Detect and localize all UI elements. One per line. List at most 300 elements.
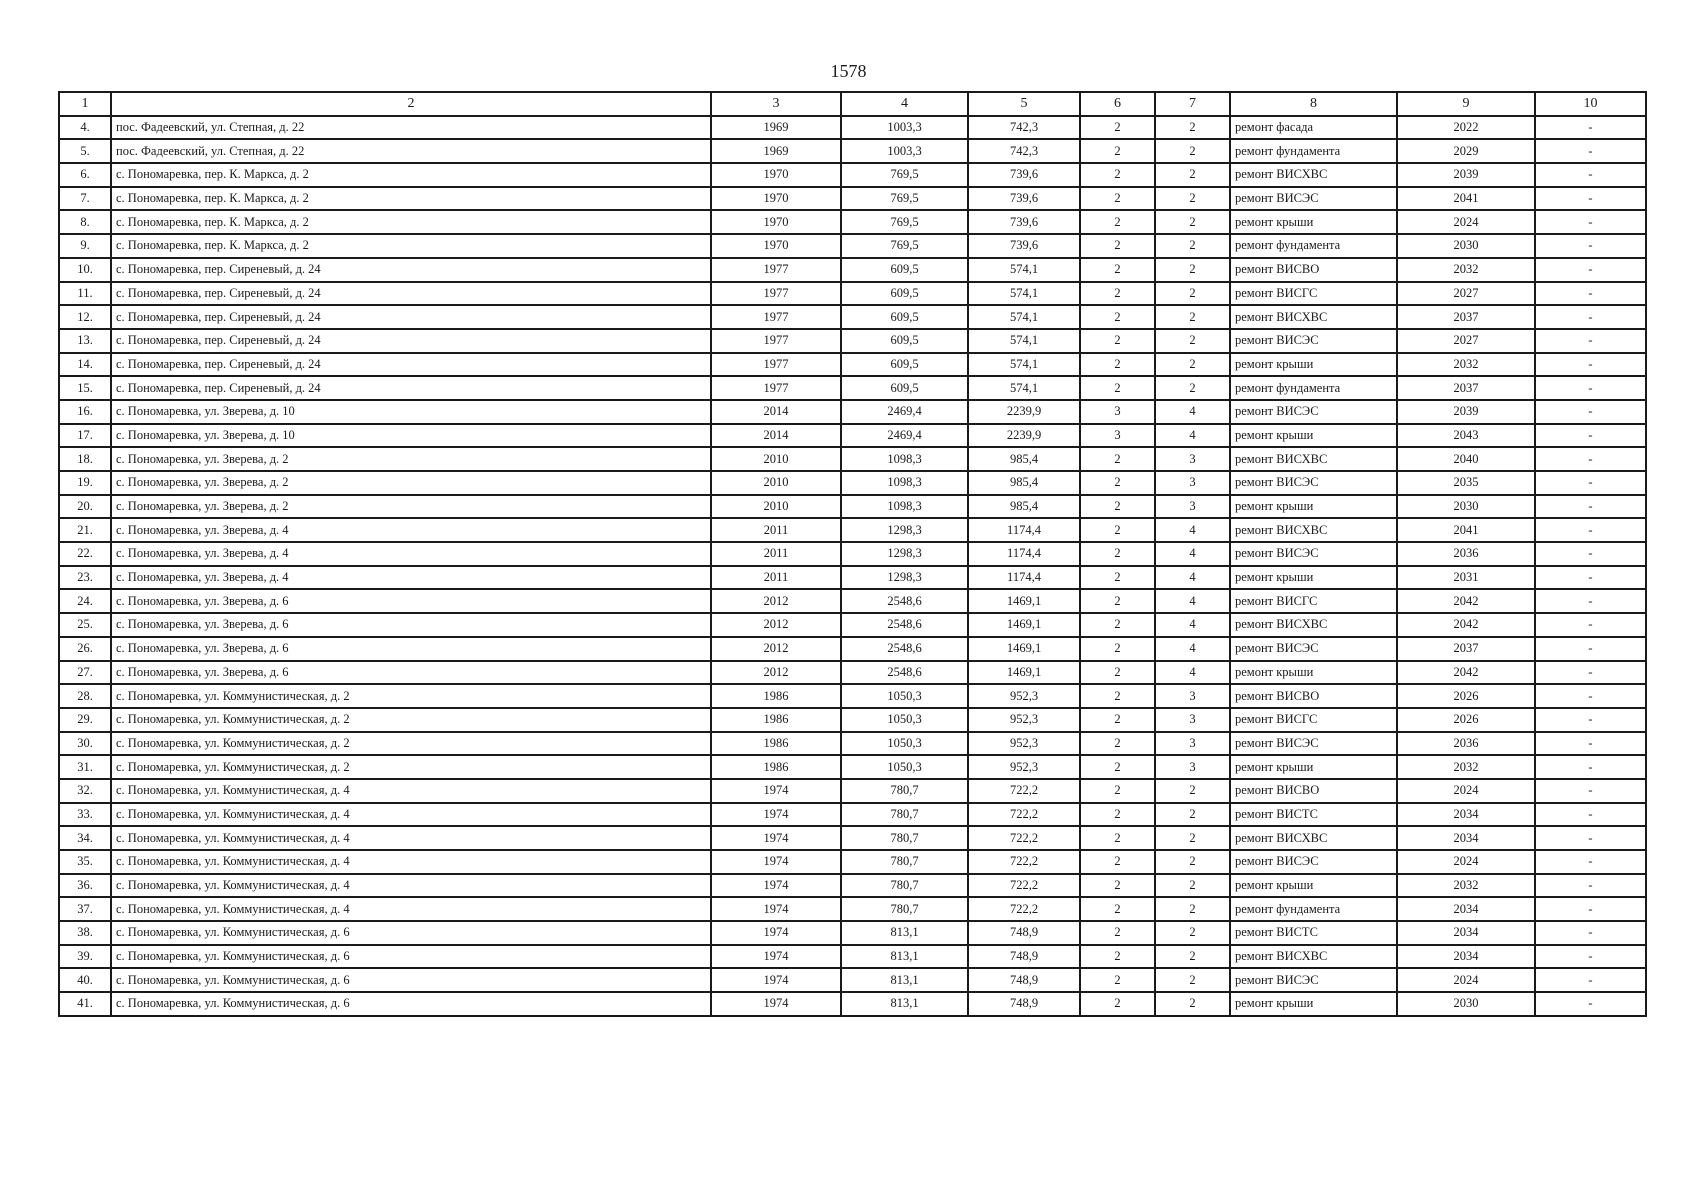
total-area-cell: 2548,6 <box>841 589 968 613</box>
table-row <box>59 684 1646 708</box>
work-type-cell: ремонт крыши <box>1230 353 1397 377</box>
table-row <box>59 826 1646 850</box>
table-row <box>59 945 1646 969</box>
build-year-cell: 1977 <box>711 282 841 306</box>
entrances-cell: 4 <box>1155 661 1230 685</box>
row-number-cell: 13. <box>59 329 111 353</box>
build-year-cell: 1977 <box>711 258 841 282</box>
entrances-cell: 2 <box>1155 945 1230 969</box>
table-row <box>59 234 1646 258</box>
row-number-cell: 4. <box>59 116 111 140</box>
total-area-cell: 1050,3 <box>841 684 968 708</box>
living-area-cell: 739,6 <box>968 210 1080 234</box>
floors-cell: 2 <box>1080 163 1155 187</box>
build-year-cell: 1986 <box>711 708 841 732</box>
row-number-cell: 8. <box>59 210 111 234</box>
note-cell: - <box>1535 116 1646 140</box>
floors-cell: 2 <box>1080 661 1155 685</box>
note-cell: - <box>1535 305 1646 329</box>
note-cell: - <box>1535 542 1646 566</box>
total-area-cell: 1003,3 <box>841 116 968 140</box>
work-type-cell: ремонт фасада <box>1230 116 1397 140</box>
work-type-cell: ремонт крыши <box>1230 755 1397 779</box>
row-number-cell: 11. <box>59 282 111 306</box>
note-cell: - <box>1535 779 1646 803</box>
planned-year-cell: 2027 <box>1397 282 1535 306</box>
planned-year-cell: 2034 <box>1397 803 1535 827</box>
row-number-cell: 21. <box>59 518 111 542</box>
row-number-cell: 16. <box>59 400 111 424</box>
address-cell: с. Пономаревка, ул. Зверева, д. 6 <box>111 661 711 685</box>
planned-year-cell: 2040 <box>1397 447 1535 471</box>
row-number-cell: 10. <box>59 258 111 282</box>
table-row <box>59 897 1646 921</box>
entrances-cell: 2 <box>1155 874 1230 898</box>
entrances-cell: 4 <box>1155 566 1230 590</box>
total-area-cell: 1098,3 <box>841 447 968 471</box>
entrances-cell: 2 <box>1155 234 1230 258</box>
build-year-cell: 1977 <box>711 353 841 377</box>
living-area-cell: 722,2 <box>968 874 1080 898</box>
table-row <box>59 187 1646 211</box>
column-header: 2 <box>111 92 711 116</box>
entrances-cell: 2 <box>1155 187 1230 211</box>
work-type-cell: ремонт ВИСВО <box>1230 258 1397 282</box>
table-row <box>59 424 1646 448</box>
work-type-cell: ремонт ВИСВО <box>1230 684 1397 708</box>
living-area-cell: 742,3 <box>968 116 1080 140</box>
living-area-cell: 985,4 <box>968 471 1080 495</box>
build-year-cell: 2010 <box>711 495 841 519</box>
living-area-cell: 722,2 <box>968 850 1080 874</box>
table-row <box>59 282 1646 306</box>
build-year-cell: 1974 <box>711 850 841 874</box>
total-area-cell: 769,5 <box>841 210 968 234</box>
floors-cell: 2 <box>1080 945 1155 969</box>
planned-year-cell: 2043 <box>1397 424 1535 448</box>
planned-year-cell: 2042 <box>1397 589 1535 613</box>
address-cell: с. Пономаревка, ул. Зверева, д. 4 <box>111 542 711 566</box>
floors-cell: 2 <box>1080 210 1155 234</box>
address-cell: с. Пономаревка, ул. Коммунистическая, д. 4 <box>111 850 711 874</box>
total-area-cell: 1298,3 <box>841 542 968 566</box>
total-area-cell: 769,5 <box>841 187 968 211</box>
planned-year-cell: 2029 <box>1397 139 1535 163</box>
table-row <box>59 589 1646 613</box>
planned-year-cell: 2032 <box>1397 755 1535 779</box>
entrances-cell: 4 <box>1155 400 1230 424</box>
build-year-cell: 1974 <box>711 826 841 850</box>
address-cell: с. Пономаревка, ул. Коммунистическая, д. 6 <box>111 945 711 969</box>
total-area-cell: 780,7 <box>841 897 968 921</box>
total-area-cell: 1050,3 <box>841 755 968 779</box>
total-area-cell: 609,5 <box>841 353 968 377</box>
row-number-cell: 7. <box>59 187 111 211</box>
total-area-cell: 813,1 <box>841 992 968 1016</box>
total-area-cell: 609,5 <box>841 282 968 306</box>
entrances-cell: 4 <box>1155 424 1230 448</box>
entrances-cell: 2 <box>1155 897 1230 921</box>
living-area-cell: 952,3 <box>968 708 1080 732</box>
build-year-cell: 2014 <box>711 400 841 424</box>
floors-cell: 2 <box>1080 897 1155 921</box>
table-row <box>59 779 1646 803</box>
table-row <box>59 163 1646 187</box>
address-cell: с. Пономаревка, ул. Зверева, д. 6 <box>111 613 711 637</box>
floors-cell: 2 <box>1080 305 1155 329</box>
total-area-cell: 780,7 <box>841 779 968 803</box>
work-type-cell: ремонт ВИСЭС <box>1230 968 1397 992</box>
floors-cell: 2 <box>1080 187 1155 211</box>
table-row <box>59 376 1646 400</box>
planned-year-cell: 2030 <box>1397 992 1535 1016</box>
note-cell: - <box>1535 874 1646 898</box>
table-row <box>59 210 1646 234</box>
floors-cell: 2 <box>1080 353 1155 377</box>
row-number-cell: 9. <box>59 234 111 258</box>
column-header: 3 <box>711 92 841 116</box>
column-header: 8 <box>1230 92 1397 116</box>
work-type-cell: ремонт ВИСТС <box>1230 921 1397 945</box>
build-year-cell: 1974 <box>711 897 841 921</box>
note-cell: - <box>1535 850 1646 874</box>
build-year-cell: 1970 <box>711 187 841 211</box>
living-area-cell: 574,1 <box>968 376 1080 400</box>
entrances-cell: 3 <box>1155 471 1230 495</box>
work-type-cell: ремонт ВИСГС <box>1230 282 1397 306</box>
living-area-cell: 952,3 <box>968 755 1080 779</box>
address-cell: с. Пономаревка, ул. Зверева, д. 4 <box>111 566 711 590</box>
row-number-cell: 14. <box>59 353 111 377</box>
column-header: 10 <box>1535 92 1646 116</box>
table-row <box>59 921 1646 945</box>
table-row <box>59 803 1646 827</box>
address-cell: с. Пономаревка, пер. Сиреневый, д. 24 <box>111 282 711 306</box>
entrances-cell: 3 <box>1155 447 1230 471</box>
row-number-cell: 18. <box>59 447 111 471</box>
row-number-cell: 24. <box>59 589 111 613</box>
note-cell: - <box>1535 139 1646 163</box>
planned-year-cell: 2032 <box>1397 353 1535 377</box>
address-cell: с. Пономаревка, ул. Коммунистическая, д. 6 <box>111 992 711 1016</box>
living-area-cell: 742,3 <box>968 139 1080 163</box>
build-year-cell: 2011 <box>711 542 841 566</box>
planned-year-cell: 2024 <box>1397 968 1535 992</box>
floors-cell: 2 <box>1080 282 1155 306</box>
table-row <box>59 992 1646 1016</box>
row-number-cell: 23. <box>59 566 111 590</box>
build-year-cell: 1970 <box>711 163 841 187</box>
table-row <box>59 139 1646 163</box>
floors-cell: 2 <box>1080 495 1155 519</box>
work-type-cell: ремонт ВИСХВС <box>1230 163 1397 187</box>
living-area-cell: 574,1 <box>968 329 1080 353</box>
planned-year-cell: 2024 <box>1397 779 1535 803</box>
entrances-cell: 4 <box>1155 613 1230 637</box>
build-year-cell: 1974 <box>711 945 841 969</box>
total-area-cell: 1003,3 <box>841 139 968 163</box>
living-area-cell: 574,1 <box>968 305 1080 329</box>
floors-cell: 2 <box>1080 779 1155 803</box>
address-cell: с. Пономаревка, ул. Коммунистическая, д. 4 <box>111 874 711 898</box>
living-area-cell: 1469,1 <box>968 613 1080 637</box>
work-type-cell: ремонт крыши <box>1230 495 1397 519</box>
floors-cell: 2 <box>1080 755 1155 779</box>
row-number-cell: 12. <box>59 305 111 329</box>
entrances-cell: 2 <box>1155 376 1230 400</box>
total-area-cell: 780,7 <box>841 803 968 827</box>
table-row <box>59 637 1646 661</box>
work-type-cell: ремонт фундамента <box>1230 139 1397 163</box>
note-cell: - <box>1535 945 1646 969</box>
living-area-cell: 739,6 <box>968 234 1080 258</box>
entrances-cell: 2 <box>1155 968 1230 992</box>
total-area-cell: 1050,3 <box>841 732 968 756</box>
note-cell: - <box>1535 400 1646 424</box>
note-cell: - <box>1535 234 1646 258</box>
floors-cell: 2 <box>1080 542 1155 566</box>
living-area-cell: 748,9 <box>968 921 1080 945</box>
row-number-cell: 27. <box>59 661 111 685</box>
work-type-cell: ремонт ВИСХВС <box>1230 305 1397 329</box>
living-area-cell: 985,4 <box>968 447 1080 471</box>
total-area-cell: 780,7 <box>841 850 968 874</box>
table-row <box>59 874 1646 898</box>
work-type-cell: ремонт ВИСЭС <box>1230 850 1397 874</box>
work-type-cell: ремонт фундамента <box>1230 376 1397 400</box>
floors-cell: 2 <box>1080 447 1155 471</box>
floors-cell: 2 <box>1080 234 1155 258</box>
note-cell: - <box>1535 495 1646 519</box>
row-number-cell: 6. <box>59 163 111 187</box>
living-area-cell: 739,6 <box>968 187 1080 211</box>
row-number-cell: 15. <box>59 376 111 400</box>
table-row <box>59 732 1646 756</box>
work-type-cell: ремонт фундамента <box>1230 234 1397 258</box>
living-area-cell: 722,2 <box>968 803 1080 827</box>
table-row <box>59 400 1646 424</box>
note-cell: - <box>1535 708 1646 732</box>
build-year-cell: 1974 <box>711 803 841 827</box>
total-area-cell: 609,5 <box>841 305 968 329</box>
table-row <box>59 353 1646 377</box>
address-cell: пос. Фадеевский, ул. Степная, д. 22 <box>111 139 711 163</box>
work-type-cell: ремонт ВИСХВС <box>1230 613 1397 637</box>
row-number-cell: 37. <box>59 897 111 921</box>
build-year-cell: 2011 <box>711 518 841 542</box>
living-area-cell: 722,2 <box>968 826 1080 850</box>
total-area-cell: 2548,6 <box>841 613 968 637</box>
table-row <box>59 305 1646 329</box>
entrances-cell: 2 <box>1155 779 1230 803</box>
build-year-cell: 1974 <box>711 921 841 945</box>
floors-cell: 2 <box>1080 116 1155 140</box>
entrances-cell: 4 <box>1155 589 1230 613</box>
address-cell: с. Пономаревка, ул. Зверева, д. 2 <box>111 495 711 519</box>
work-type-cell: ремонт ВИСЭС <box>1230 471 1397 495</box>
entrances-cell: 3 <box>1155 732 1230 756</box>
build-year-cell: 1977 <box>711 329 841 353</box>
work-type-cell: ремонт фундамента <box>1230 897 1397 921</box>
address-cell: с. Пономаревка, ул. Коммунистическая, д. 6 <box>111 921 711 945</box>
row-number-cell: 26. <box>59 637 111 661</box>
address-cell: с. Пономаревка, пер. Сиреневый, д. 24 <box>111 258 711 282</box>
note-cell: - <box>1535 471 1646 495</box>
address-cell: с. Пономаревка, пер. К. Маркса, д. 2 <box>111 187 711 211</box>
living-area-cell: 985,4 <box>968 495 1080 519</box>
work-type-cell: ремонт ВИСЭС <box>1230 187 1397 211</box>
planned-year-cell: 2032 <box>1397 258 1535 282</box>
planned-year-cell: 2037 <box>1397 376 1535 400</box>
planned-year-cell: 2039 <box>1397 163 1535 187</box>
entrances-cell: 2 <box>1155 992 1230 1016</box>
living-area-cell: 748,9 <box>968 968 1080 992</box>
entrances-cell: 2 <box>1155 282 1230 306</box>
note-cell: - <box>1535 210 1646 234</box>
work-type-cell: ремонт ВИСЭС <box>1230 732 1397 756</box>
note-cell: - <box>1535 566 1646 590</box>
entrances-cell: 3 <box>1155 708 1230 732</box>
entrances-cell: 2 <box>1155 163 1230 187</box>
note-cell: - <box>1535 732 1646 756</box>
build-year-cell: 1969 <box>711 139 841 163</box>
table-row <box>59 542 1646 566</box>
note-cell: - <box>1535 897 1646 921</box>
planned-year-cell: 2034 <box>1397 945 1535 969</box>
address-cell: пос. Фадеевский, ул. Степная, д. 22 <box>111 116 711 140</box>
table-row <box>59 116 1646 140</box>
row-number-cell: 22. <box>59 542 111 566</box>
note-cell: - <box>1535 376 1646 400</box>
address-cell: с. Пономаревка, ул. Зверева, д. 10 <box>111 400 711 424</box>
planned-year-cell: 2030 <box>1397 234 1535 258</box>
row-number-cell: 30. <box>59 732 111 756</box>
address-cell: с. Пономаревка, ул. Коммунистическая, д. 4 <box>111 779 711 803</box>
page-number: 1578 <box>830 61 867 81</box>
total-area-cell: 2548,6 <box>841 661 968 685</box>
planned-year-cell: 2032 <box>1397 874 1535 898</box>
living-area-cell: 2239,9 <box>968 424 1080 448</box>
build-year-cell: 2014 <box>711 424 841 448</box>
note-cell: - <box>1535 803 1646 827</box>
table-row <box>59 566 1646 590</box>
entrances-cell: 2 <box>1155 329 1230 353</box>
living-area-cell: 748,9 <box>968 945 1080 969</box>
build-year-cell: 1974 <box>711 968 841 992</box>
floors-cell: 2 <box>1080 471 1155 495</box>
total-area-cell: 813,1 <box>841 921 968 945</box>
total-area-cell: 813,1 <box>841 945 968 969</box>
floors-cell: 2 <box>1080 992 1155 1016</box>
planned-year-cell: 2042 <box>1397 661 1535 685</box>
column-header: 4 <box>841 92 968 116</box>
entrances-cell: 4 <box>1155 518 1230 542</box>
table-row <box>59 708 1646 732</box>
floors-cell: 3 <box>1080 424 1155 448</box>
address-cell: с. Пономаревка, пер. К. Маркса, д. 2 <box>111 234 711 258</box>
total-area-cell: 780,7 <box>841 826 968 850</box>
entrances-cell: 2 <box>1155 826 1230 850</box>
total-area-cell: 1298,3 <box>841 518 968 542</box>
note-cell: - <box>1535 163 1646 187</box>
work-type-cell: ремонт ВИСЭС <box>1230 329 1397 353</box>
total-area-cell: 2469,4 <box>841 424 968 448</box>
total-area-cell: 2469,4 <box>841 400 968 424</box>
planned-year-cell: 2030 <box>1397 495 1535 519</box>
total-area-cell: 1298,3 <box>841 566 968 590</box>
entrances-cell: 3 <box>1155 755 1230 779</box>
floors-cell: 2 <box>1080 613 1155 637</box>
build-year-cell: 2010 <box>711 471 841 495</box>
planned-year-cell: 2024 <box>1397 210 1535 234</box>
total-area-cell: 769,5 <box>841 234 968 258</box>
note-cell: - <box>1535 661 1646 685</box>
living-area-cell: 1174,4 <box>968 542 1080 566</box>
row-number-cell: 35. <box>59 850 111 874</box>
living-area-cell: 739,6 <box>968 163 1080 187</box>
repair-schedule-table <box>58 91 1647 1017</box>
build-year-cell: 2012 <box>711 637 841 661</box>
table-row <box>59 661 1646 685</box>
living-area-cell: 574,1 <box>968 353 1080 377</box>
build-year-cell: 1986 <box>711 684 841 708</box>
living-area-cell: 1174,4 <box>968 518 1080 542</box>
table-header-row <box>59 92 1646 116</box>
floors-cell: 2 <box>1080 566 1155 590</box>
floors-cell: 2 <box>1080 258 1155 282</box>
build-year-cell: 1970 <box>711 234 841 258</box>
address-cell: с. Пономаревка, ул. Зверева, д. 10 <box>111 424 711 448</box>
address-cell: с. Пономаревка, ул. Зверева, д. 4 <box>111 518 711 542</box>
total-area-cell: 780,7 <box>841 874 968 898</box>
address-cell: с. Пономаревка, ул. Зверева, д. 6 <box>111 637 711 661</box>
build-year-cell: 1977 <box>711 305 841 329</box>
entrances-cell: 4 <box>1155 542 1230 566</box>
floors-cell: 2 <box>1080 968 1155 992</box>
note-cell: - <box>1535 755 1646 779</box>
work-type-cell: ремонт ВИСХВС <box>1230 826 1397 850</box>
address-cell: с. Пономаревка, ул. Коммунистическая, д. 2 <box>111 708 711 732</box>
work-type-cell: ремонт крыши <box>1230 566 1397 590</box>
row-number-cell: 38. <box>59 921 111 945</box>
table-row <box>59 968 1646 992</box>
total-area-cell: 813,1 <box>841 968 968 992</box>
planned-year-cell: 2026 <box>1397 708 1535 732</box>
living-area-cell: 1469,1 <box>968 589 1080 613</box>
work-type-cell: ремонт ВИСХВС <box>1230 945 1397 969</box>
work-type-cell: ремонт ВИСВО <box>1230 779 1397 803</box>
entrances-cell: 2 <box>1155 803 1230 827</box>
living-area-cell: 748,9 <box>968 992 1080 1016</box>
planned-year-cell: 2031 <box>1397 566 1535 590</box>
floors-cell: 3 <box>1080 400 1155 424</box>
living-area-cell: 722,2 <box>968 897 1080 921</box>
floors-cell: 2 <box>1080 732 1155 756</box>
work-type-cell: ремонт крыши <box>1230 210 1397 234</box>
address-cell: с. Пономаревка, пер. К. Маркса, д. 2 <box>111 210 711 234</box>
note-cell: - <box>1535 589 1646 613</box>
entrances-cell: 2 <box>1155 305 1230 329</box>
build-year-cell: 2011 <box>711 566 841 590</box>
living-area-cell: 1469,1 <box>968 661 1080 685</box>
work-type-cell: ремонт ВИСХВС <box>1230 447 1397 471</box>
entrances-cell: 4 <box>1155 637 1230 661</box>
table-row <box>59 850 1646 874</box>
table-row <box>59 447 1646 471</box>
planned-year-cell: 2026 <box>1397 684 1535 708</box>
floors-cell: 2 <box>1080 518 1155 542</box>
note-cell: - <box>1535 613 1646 637</box>
